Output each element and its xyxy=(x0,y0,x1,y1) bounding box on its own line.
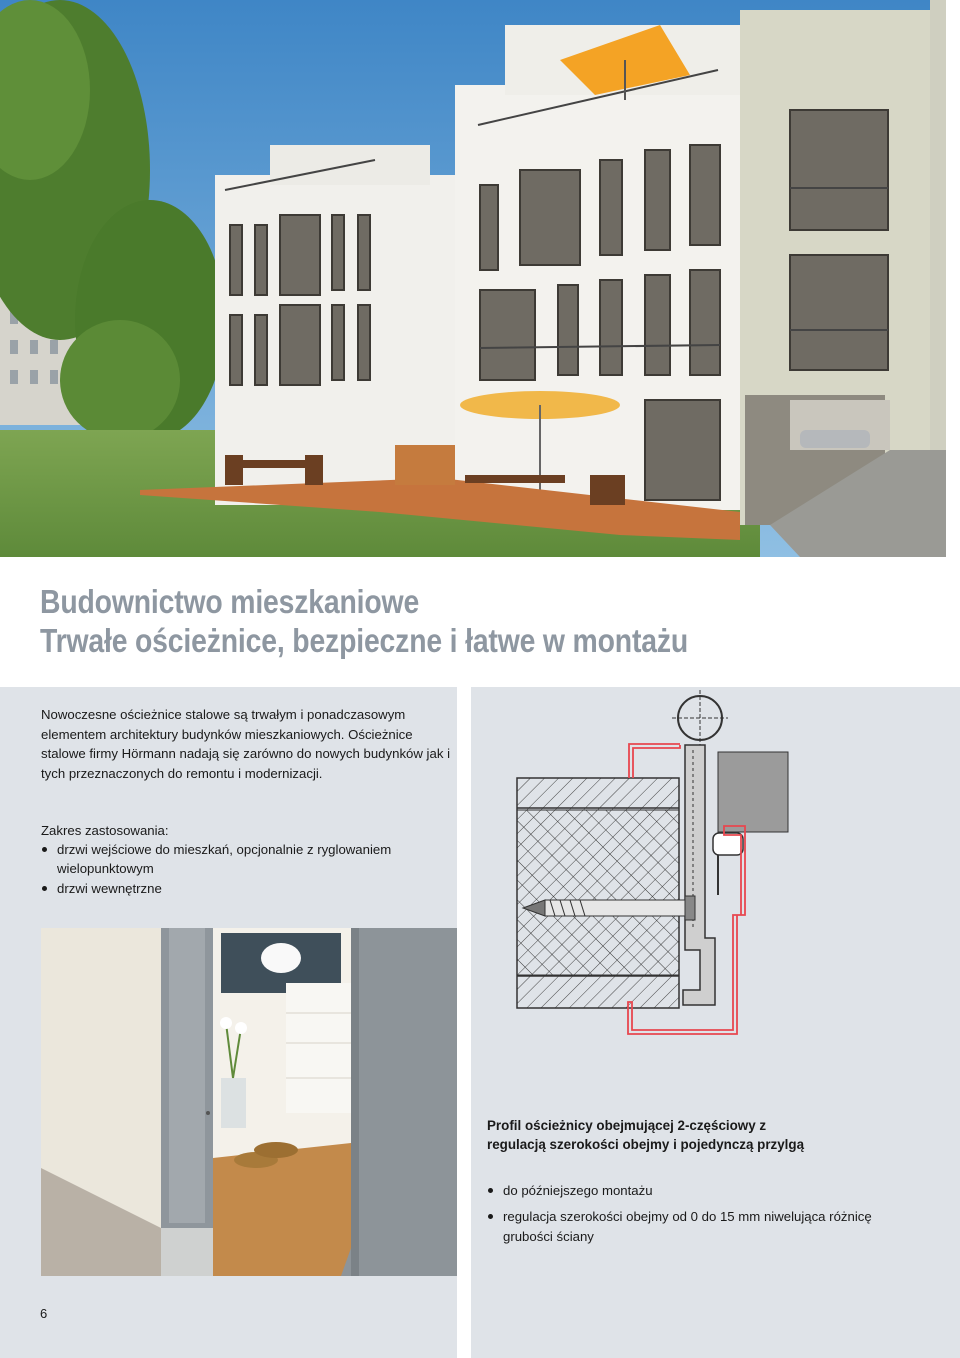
list-item: drzwi wewnętrzne xyxy=(41,879,451,898)
profile-feature-list xyxy=(487,1181,887,1253)
list-item: drzwi wejściowe do mieszkań, opcjonalnie z ryglowaniem wielopunktowym xyxy=(41,840,451,879)
list-item: regulacja szerokości obejmy od 0 do 15 mm niwelująca różnicę grubości ściany xyxy=(487,1207,887,1246)
scope-list xyxy=(41,840,451,898)
list-item: do późniejszego montażu xyxy=(487,1181,887,1200)
frame-profile-cross-section-diagram xyxy=(505,690,805,1040)
intro-paragraph: Nowoczesne ościeżnice stalowe są trwałym i ponadczasowym elementem architektury budynków mieszkaniowych. Ościeżnice stalowe firmy Hörmann nadają się zarówno do nowych budynków jak i tych przeznaczonych do remontu i modernizacji. xyxy=(41,707,451,781)
hero-building-photo xyxy=(0,0,946,557)
headline-line-2: Trwałe ościeżnice, bezpieczne i łatwe w montażu xyxy=(40,622,689,659)
page-number: 6 xyxy=(40,1306,48,1321)
scope-heading: Zakres zastosowania: xyxy=(41,823,169,838)
profile-heading: Profil ościeżnicy obejmującej 2-częściowy z regulacją szerokości obejmy i pojedynczą przylgą xyxy=(487,1118,805,1153)
page-headline xyxy=(40,582,688,660)
door-frame-interior-photo xyxy=(41,928,457,1276)
headline-line-1: Budownictwo mieszkaniowe xyxy=(40,583,420,620)
